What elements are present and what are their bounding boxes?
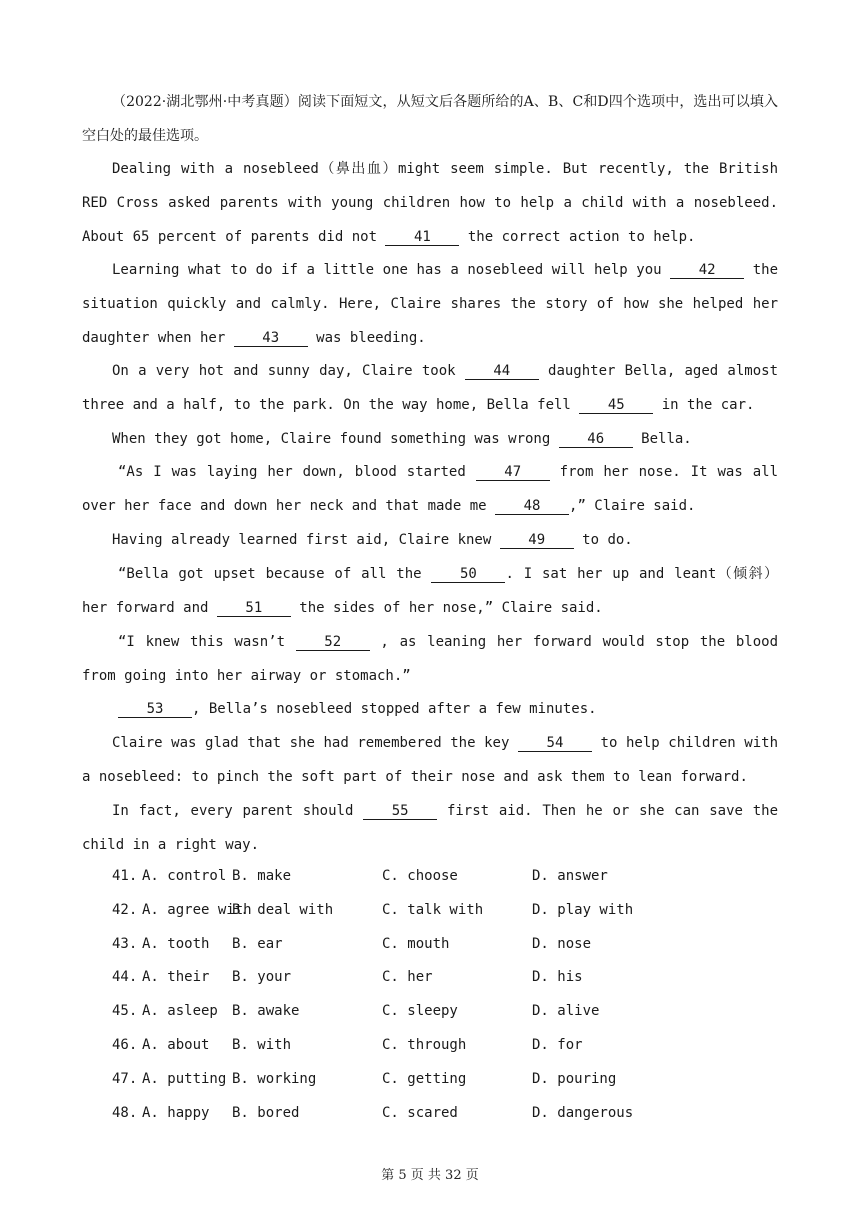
- option-c[interactable]: C. choose: [382, 868, 458, 884]
- answer-options-list: [112, 860, 672, 1130]
- option-b[interactable]: B. bored: [232, 1104, 300, 1121]
- passage-paragraph-6: [82, 524, 778, 558]
- passage-text: When they got home, Claire found something was wrong: [112, 431, 559, 447]
- question-number: 44.: [112, 969, 138, 986]
- option-a[interactable]: A. tooth: [142, 935, 210, 952]
- blank-54[interactable]: 54: [518, 735, 592, 752]
- option-b[interactable]: B. make: [232, 868, 292, 884]
- blank-46[interactable]: 46: [559, 431, 633, 448]
- question-number: 43.: [112, 935, 138, 952]
- blank-51[interactable]: 51: [217, 600, 291, 617]
- option-c[interactable]: C. scared: [382, 1104, 458, 1121]
- passage-paragraph-9: [82, 693, 778, 727]
- question-number: 42.: [112, 901, 138, 918]
- option-c[interactable]: C. sleepy: [382, 1003, 458, 1020]
- passage-text: Bella.: [632, 431, 692, 447]
- passage-paragraph-10: [82, 727, 778, 795]
- blank-55[interactable]: 55: [363, 803, 437, 820]
- option-a[interactable]: A. asleep: [142, 1003, 218, 1020]
- option-d[interactable]: D. pouring: [532, 1070, 617, 1087]
- option-d[interactable]: D. dangerous: [532, 1104, 634, 1121]
- passage-text: the situation quickly and calmly. Here, Claire shares the story of how she helped her daughter when her: [82, 262, 779, 346]
- option-d[interactable]: D. alive: [532, 1003, 600, 1020]
- passage-text: Claire was glad that she had remembered the key: [112, 735, 518, 751]
- option-d[interactable]: D. nose: [532, 935, 592, 952]
- option-a[interactable]: A. happy: [142, 1104, 210, 1121]
- question-number: 48.: [112, 1104, 138, 1121]
- option-b[interactable]: B. awake: [232, 1003, 300, 1020]
- passage-text: On a very hot and sunny day, Claire took: [112, 363, 465, 379]
- blank-49[interactable]: 49: [500, 532, 574, 549]
- question-row: [112, 928, 672, 962]
- option-c[interactable]: C. getting: [382, 1070, 467, 1087]
- passage-paragraph-4: [82, 423, 778, 457]
- passage-text: Learning what to do if a little one has a nosebleed will help you: [112, 262, 671, 278]
- passage-text: , Bella’s nosebleed stopped after a few minutes.: [192, 701, 597, 717]
- option-d[interactable]: D. play with: [532, 901, 634, 918]
- question-row: [112, 995, 672, 1029]
- passage-text: daughter Bella, aged almost three and a half, to the park. On the way home, Bella fell: [82, 363, 779, 413]
- option-d[interactable]: D. answer: [532, 868, 608, 884]
- passage-paragraph-5: [82, 456, 778, 524]
- option-a[interactable]: A. putting: [142, 1070, 227, 1087]
- blank-48[interactable]: 48: [495, 498, 569, 515]
- option-b[interactable]: B. with: [232, 1036, 292, 1053]
- option-b[interactable]: B. ear: [232, 935, 283, 952]
- option-c[interactable]: C. mouth: [382, 935, 450, 952]
- passage-paragraph-7: [82, 558, 778, 626]
- blank-50[interactable]: 50: [431, 566, 505, 583]
- question-row: [112, 1097, 672, 1131]
- question-row: [112, 860, 672, 894]
- passage-paragraph-2: [82, 254, 778, 355]
- option-c[interactable]: C. through: [382, 1036, 467, 1053]
- question-row: [112, 1063, 672, 1097]
- question-row: [112, 894, 672, 928]
- question-row: [112, 1029, 672, 1063]
- passage-text: In fact, every parent should: [112, 803, 364, 819]
- option-c[interactable]: C. her: [382, 969, 433, 986]
- passage-text: from her nose. It was all over her face and down her neck and that made me: [82, 464, 778, 514]
- passage-text: the correct action to help.: [459, 228, 696, 245]
- passage-text: . I sat her up and leant（倾斜）her forward and: [82, 566, 779, 616]
- option-a[interactable]: A. their: [142, 969, 210, 986]
- blank-41[interactable]: 41: [385, 229, 459, 246]
- question-number: 47.: [112, 1070, 138, 1087]
- passage-text: “I knew this wasn’t: [118, 634, 296, 650]
- passage-text: Dealing with a nosebleed（鼻出血）might seem simple. But recently, the British RED Cross asked parents with young children how to help a child with a nosebleed. About 65 percent of parents did not: [82, 161, 778, 245]
- question-number: 46.: [112, 1036, 138, 1053]
- passage-text: “Bella got upset because of all the: [118, 566, 432, 582]
- passage-text: was bleeding.: [307, 329, 426, 346]
- option-b[interactable]: B. your: [232, 969, 292, 986]
- blank-44[interactable]: 44: [465, 363, 539, 380]
- passage-paragraph-8: [82, 626, 778, 694]
- blank-52[interactable]: 52: [296, 634, 370, 651]
- passage-text: , as leaning her forward would stop the blood from going into her airway or stomach.”: [82, 634, 778, 684]
- passage-text: to do.: [573, 532, 633, 548]
- question-row: [112, 961, 672, 995]
- passage-paragraph-3: [82, 355, 778, 423]
- option-d[interactable]: D. his: [532, 969, 583, 986]
- question-number: 41.: [112, 868, 138, 884]
- question-number: 45.: [112, 1003, 138, 1020]
- blank-47[interactable]: 47: [476, 464, 550, 481]
- option-c[interactable]: C. talk with: [382, 901, 484, 918]
- page-footer: 第 5 页 共 32 页: [381, 1168, 479, 1183]
- blank-43[interactable]: 43: [234, 330, 308, 347]
- passage-text: Having already learned first aid, Claire knew: [112, 532, 500, 548]
- option-b[interactable]: B. working: [232, 1070, 317, 1087]
- passage-paragraph-11: [82, 795, 778, 863]
- intro-instructions: （2022·湖北鄂州·中考真题）阅读下面短文，从短文后各题所给的A、B、C和D四个选项中，选出可以填入空白处的最佳选项。: [82, 94, 778, 144]
- passage-text: the sides of her nose,” Claire said.: [290, 599, 603, 616]
- passage-text: first aid. Then he or she can save the child in a right way.: [82, 803, 778, 853]
- blank-45[interactable]: 45: [579, 397, 653, 414]
- option-a[interactable]: A. agree with: [142, 901, 252, 918]
- blank-53[interactable]: 53: [118, 701, 192, 718]
- option-a[interactable]: A. control: [142, 868, 227, 884]
- passage-text: in the car.: [653, 396, 755, 413]
- passage-paragraph-1: [82, 153, 778, 254]
- passage-text: ,” Claire said.: [569, 497, 696, 514]
- passage-text: “As I was laying her down, blood started: [118, 464, 476, 480]
- option-d[interactable]: D. for: [532, 1036, 583, 1053]
- option-a[interactable]: A. about: [142, 1036, 210, 1053]
- blank-42[interactable]: 42: [670, 262, 744, 279]
- passage-text: to help children with a nosebleed: to pinch the soft part of their nose and ask them to lean forward.: [82, 735, 778, 785]
- option-b[interactable]: B. deal with: [232, 901, 334, 918]
